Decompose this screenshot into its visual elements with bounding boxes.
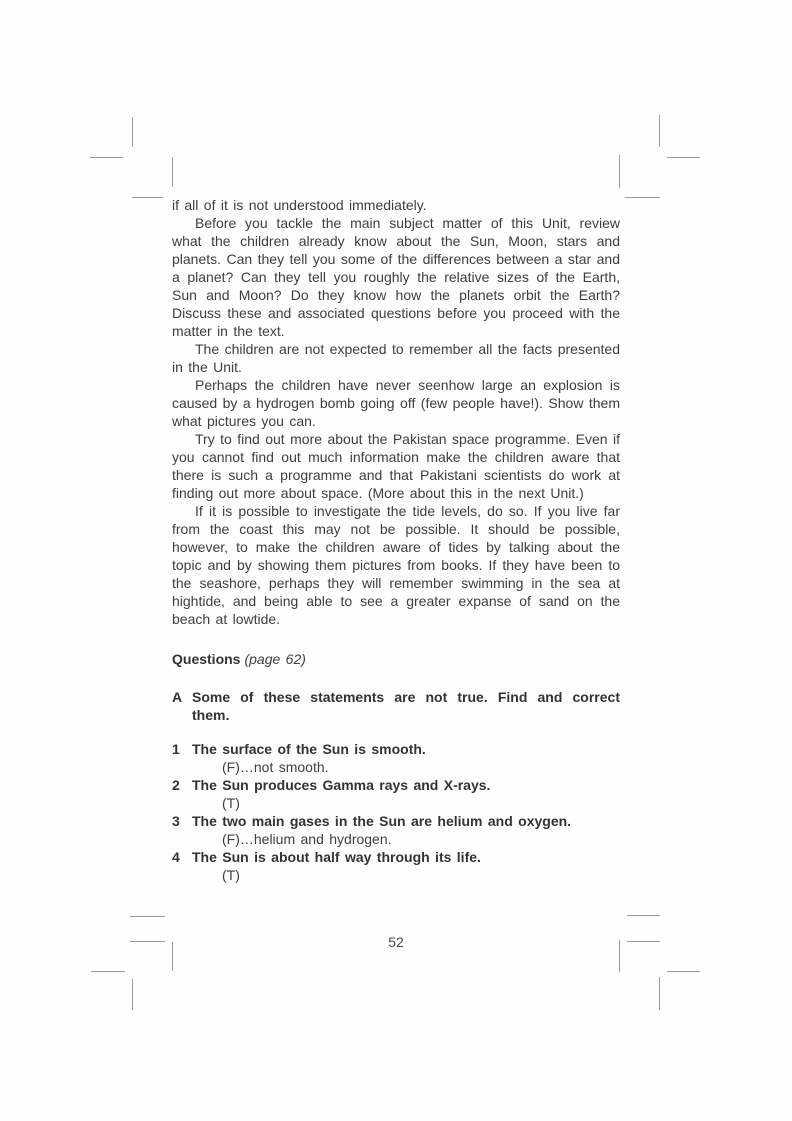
crop-mark (659, 977, 660, 1010)
question-statement: The surface of the Sun is smooth. (192, 741, 426, 757)
crop-mark (90, 157, 123, 158)
crop-mark (132, 979, 133, 1010)
section-label: A (172, 689, 183, 705)
questions-heading (172, 650, 620, 668)
paragraph: Try to find out more about the Pakistan space programme. Even if you cannot find out much information make the children aware that there is such a programme and that Pakistani scientists do work at finding out more about space. (More about this in the next Unit.) (172, 431, 620, 501)
crop-mark (619, 155, 620, 188)
question-statement: The two main gases in the Sun are helium and oxygen. (192, 813, 572, 829)
fold-mark (130, 916, 165, 917)
crop-mark (132, 117, 133, 147)
question-list (172, 740, 620, 884)
section-instruction: Some of these statements are not true. Find and correct them. (192, 689, 620, 723)
paragraph: Perhaps the children have never seenhow large an explosion is caused by a hydrogen bomb going off (few people have!). Show them what pictures you can. (172, 377, 620, 429)
question-answer: (F)…not smooth. (222, 759, 329, 775)
question-number: 1 (172, 741, 180, 757)
crop-mark (625, 197, 660, 198)
question-answer: (T) (222, 795, 240, 811)
questions-heading-title: Questions (172, 651, 241, 667)
page-number: 52 (388, 934, 404, 950)
question-answer: (F)…helium and hydrogen. (222, 831, 392, 847)
section-a (172, 688, 620, 724)
crop-mark (659, 115, 660, 147)
question-number: 2 (172, 777, 180, 793)
crop-mark (91, 971, 125, 972)
crop-mark (172, 157, 173, 187)
questions-heading-page-ref: (page 62) (244, 651, 306, 667)
fold-mark (627, 915, 660, 916)
question-statement: The Sun is about half way through its life. (192, 849, 481, 865)
crop-mark (132, 197, 163, 198)
crop-mark (627, 941, 660, 942)
text-block (172, 196, 620, 884)
paragraph: if all of it is not understood immediately. (172, 197, 427, 213)
question-item (172, 776, 620, 812)
question-number: 4 (172, 849, 180, 865)
paragraph: Before you tackle the main subject matter of this Unit, review what the children already know about the Sun, Moon, stars and planets. Can they tell you some of the differences between a star and a planet? Can they tell you roughly the relative sizes of the Earth, Sun and Moon? Do they know how the planets orbit the Earth? Discuss these and associated questions before you proceed with the matter in the text. (172, 215, 620, 339)
crop-mark (130, 941, 165, 942)
question-answer: (T) (222, 867, 240, 883)
question-statement: The Sun produces Gamma rays and X-rays. (192, 777, 491, 793)
question-number: 3 (172, 813, 180, 829)
question-item (172, 812, 620, 848)
paragraph: If it is possible to investigate the tide levels, do so. If you live far from the coast this may not be possible. It should be possible, however, to make the children aware of tides by talking about the topic and by showing them pictures from books. If they have been to the seashore, perhaps they will remember swimming in the sea at hightide, and being able to see a greater expanse of sand on the beach at lowtide. (172, 503, 620, 627)
crop-mark (667, 971, 700, 972)
question-item (172, 848, 620, 884)
paragraph: The children are not expected to remember all the facts presented in the Unit. (172, 341, 620, 375)
crop-mark (667, 157, 700, 158)
question-item (172, 740, 620, 776)
